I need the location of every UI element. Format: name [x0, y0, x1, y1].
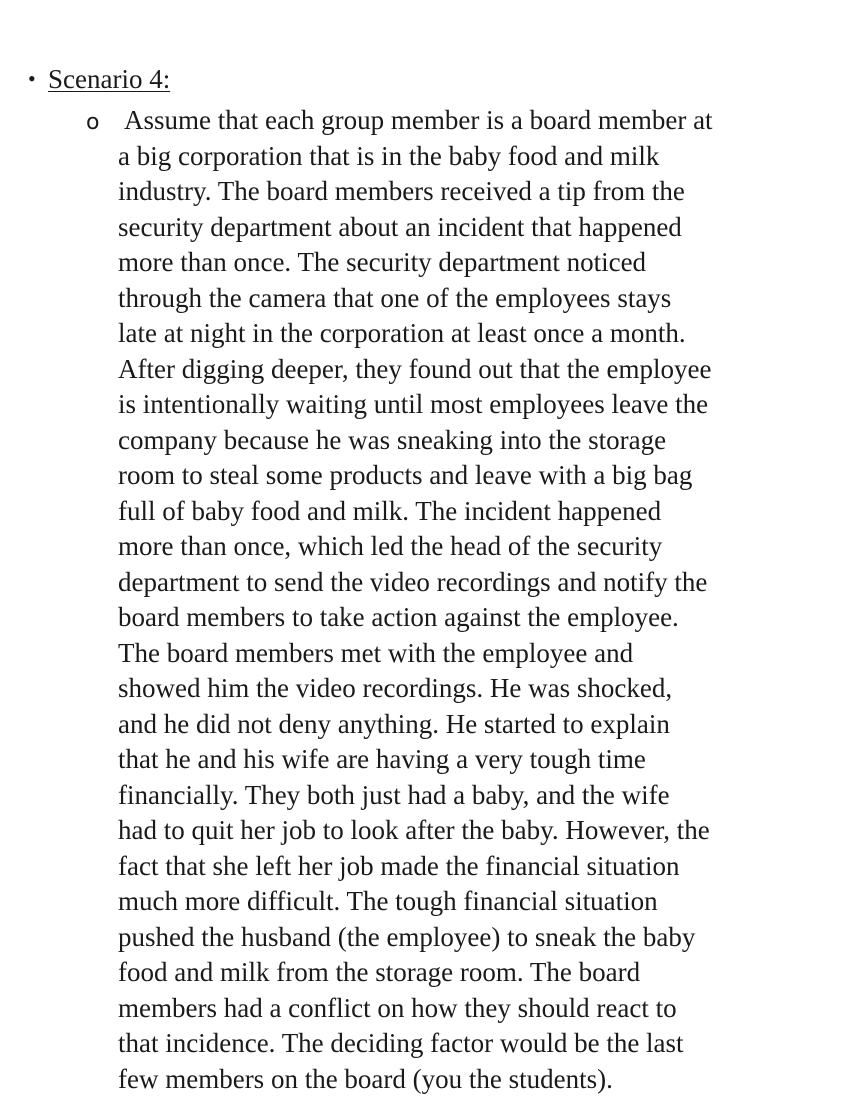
scenario-heading-row — [28, 62, 170, 96]
paragraph-line: fact that she left her job made the financial situation — [118, 850, 680, 881]
paragraph-line: company because he was sneaking into the storage — [118, 424, 667, 455]
paragraph-line: pushed the husband (the employee) to sneak the baby — [118, 921, 696, 952]
paragraph-line: department to send the video recordings and notify the — [118, 566, 708, 597]
scenario-paragraph — [118, 103, 814, 1097]
paragraph-line: showed him the video recordings. He was shocked, — [118, 673, 673, 703]
paragraph-line: and he did not deny anything. He started to explain — [118, 708, 670, 739]
bullet-icon: • — [28, 66, 36, 91]
paragraph-line: financially. They both just had a baby, and the wife — [118, 779, 670, 810]
paragraph-line: members had a conflict on how they should react to — [118, 992, 677, 1023]
paragraph-line: industry. The board members received a tip from the — [118, 176, 685, 206]
paragraph-line: more than once, which led the head of the security — [118, 531, 663, 561]
hollow-circle-bullet-icon: o — [86, 110, 100, 135]
paragraph-line: Assume that each group member is a board member at — [124, 105, 713, 135]
paragraph-line: The board members met with the employee and — [118, 637, 634, 668]
paragraph-line: much more difficult. The tough financial situation — [118, 886, 658, 916]
paragraph-line: more than once. The security department noticed — [118, 247, 647, 277]
scenario-heading: Scenario 4: — [48, 63, 171, 94]
paragraph-line: that he and his wife are having a very tough time — [118, 744, 646, 774]
paragraph-line: security department about an incident that happened — [118, 211, 682, 242]
paragraph-line: room to steal some products and leave with a big bag — [118, 460, 693, 490]
paragraph-line: through the camera that one of the employees stays — [118, 282, 672, 313]
paragraph-line: is intentionally waiting until most employees leave the — [118, 389, 709, 419]
paragraph-line: had to quit her job to look after the baby. However, the — [118, 815, 710, 845]
paragraph-line: After digging deeper, they found out that the employee — [118, 353, 712, 384]
paragraph-line: few members on the board (you the students). — [118, 1063, 613, 1094]
paragraph-line: board members to take action against the employee. — [118, 602, 679, 632]
paragraph-line: food and milk from the storage room. The board — [118, 957, 641, 987]
paragraph-line: full of baby food and milk. The incident happened — [118, 495, 662, 526]
paragraph-line: that incidence. The deciding factor would be the last — [118, 1028, 684, 1058]
paragraph-line: a big corporation that is in the baby food and milk — [118, 140, 660, 171]
paragraph-line: late at night in the corporation at least once a month. — [118, 318, 686, 348]
